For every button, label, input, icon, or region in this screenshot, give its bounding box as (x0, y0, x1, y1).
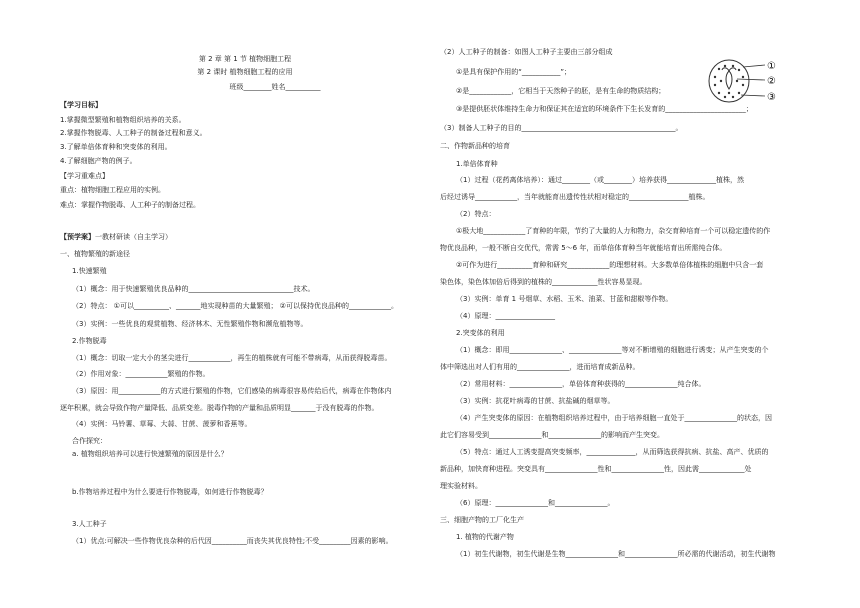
goal-item: 2.掌握作物脱毒、人工种子的制备过程和意义。 (60, 129, 207, 137)
paragraph: （2）人工种子的制备：如图人工种子主要由三部分组成 (440, 48, 613, 56)
paragraph: （4）原理：_________________ (456, 312, 555, 320)
paragraph: （3）实例：一些优良的观赏植物、经济林木、无性繁殖作物和濒危植物等。 (72, 320, 308, 328)
paragraph: （5）特点：通过人工诱变提高突变频率，______________，从而筛选获得抗病、抗盐、高产、优质的 (456, 448, 769, 456)
paragraph: 体中筛选出对人们有用的_______________，进而培育成新品种。 (440, 363, 640, 371)
subsection-heading: 3.人工种子 (72, 520, 107, 528)
paragraph: 理实验材料。 (440, 482, 482, 490)
paragraph: （1）概念：用于快速繁殖优良品种的______________________________技术。 (72, 285, 315, 293)
paragraph: （1）概念：即用_______________、_______________等对不断增殖的细胞进行诱变；从产生突变的个 (456, 346, 769, 354)
lesson-title: 第 2 课时 植物细胞工程的应用 (197, 68, 293, 76)
subsection-heading: 1.快速繁殖 (72, 267, 107, 275)
subsection-heading: 2.作物脱毒 (72, 337, 107, 345)
preview-header (60, 233, 172, 242)
label-1: ① (767, 61, 776, 72)
goal-item: 3.了解单倍体育种和突变体的利用。 (60, 143, 172, 151)
paragraph: 新品种，加快育种进程。突变具有_______________性和_______________性，因此需_____________处 (440, 465, 752, 473)
paragraph: （2）特点： ①可以__________、_______地实现种苗的大量繁殖； ②可以保持优良品种的____________。 (72, 302, 398, 310)
paragraph: （4）实例：马铃薯、草莓、大蒜、甘蔗、菠萝和香蕉等。 (72, 420, 252, 428)
paragraph: 此它们容易受到_______________和_______________的影响而产生突变。 (440, 431, 664, 439)
preview-subtitle: 一教材研读（自主学习） (95, 233, 172, 241)
name-line: 班级________姓名__________ (229, 83, 321, 91)
paragraph: （3）原因：用____________的方式进行繁殖的作物，它们感染的病毒很容易传给后代，病毒在作物体内 (72, 387, 392, 395)
goal-item: 4.了解细胞产物的例子。 (60, 157, 137, 165)
subsection-heading: 2.突变体的利用 (456, 329, 505, 337)
question: b.作物培养过程中为什么要进行作物脱毒，如何进行作物脱毒？ (72, 488, 268, 496)
preview-title: 【预学案】 (60, 233, 95, 241)
paragraph: 物优良品种，一般不断自交优代，常需 5～6 年，而单倍体育种当年就能培育出所需纯合体。 (440, 244, 727, 252)
key-point: 重点：植物细胞工程应用的实例。 (60, 186, 165, 194)
paragraph: （3）实例：抗花叶病毒的甘蔗、抗盐碱的烟草等。 (456, 397, 615, 405)
chapter-title: 第 2 章 第 1 节 植物细胞工程 (198, 55, 292, 63)
paragraph: （3）实例：单育 1 号烟草、水稻、玉米、油菜、甘蓝和甜椒等作物。 (456, 295, 673, 303)
paragraph: （1）概念：切取一定大小的茎尖进行____________，再生的植株就有可能不带病毒，从而获得脱毒苗。 (72, 354, 392, 362)
pointer-line-1 (743, 65, 765, 67)
goal-item: 1.掌握微型繁殖和植物组织培养的关系。 (60, 116, 186, 124)
paragraph: （1）初生代谢物，初生代谢是生物_______________和_______________所必需的代谢活动，初生代谢物 (456, 550, 776, 558)
paragraph: （3）制备人工种子的目的____________________________________________。 (440, 124, 683, 132)
pointer-line-3 (741, 95, 765, 96)
paragraph: （4）产生突变体的原因：在植物组织培养过程中，由于培养细胞一直处于_______________的状态，因 (456, 414, 772, 422)
paragraph: （2）常用材料：_______________，单倍体育种获得的_______________纯合体。 (456, 380, 706, 388)
paragraph: （1）过程（花药离体培养）：通过________（或________）培养获得______________植株，然 (456, 176, 744, 184)
section-heading: 二、作物新品种的培育 (440, 142, 510, 150)
artificial-seed-figure (707, 57, 787, 105)
section-heading: 三、细胞产物的工厂化生产 (440, 516, 524, 524)
label-3: ③ (767, 92, 776, 103)
paragraph: ①是具有保护作用的“___________”； (456, 68, 572, 76)
label-2: ② (767, 76, 776, 87)
paragraph: ②可作为进行__________育种和研究____________的理想材料。大多数单倍体植株的细胞中只含一套 (456, 261, 764, 269)
paragraph: （6）原理：_______________和_______________。 (456, 499, 615, 507)
paragraph: 染色体，染色体加倍后得到的植株的_____________性状容易显现。 (440, 278, 647, 286)
paragraph: ①极大地____________了育种的年限，节约了大量的人力和物力，杂交育种培育一个可以稳定遗传的作 (456, 227, 771, 235)
paragraph: （2）特点： (456, 210, 496, 218)
seed-coat-outline (709, 60, 749, 102)
subsection-heading: 1.单倍体育种 (456, 160, 498, 168)
paragraph: ②是____________，它相当于天然种子的胚，是有生命的物质结构； (456, 87, 666, 95)
artificial-seed-diagram (707, 57, 787, 105)
key-point: 难点：掌握作物脱毒、人工种子的制备过程。 (60, 201, 200, 209)
subsection-heading: 1. 植物的代谢产物 (456, 533, 514, 541)
paragraph: （1）优点:可解决一些作物优良杂种的后代因__________而丧失其优良特性;不受_________因素的影响。 (72, 537, 393, 545)
key-title: 【学习重难点】 (60, 172, 109, 180)
paragraph: 逐年积累，就会导致作物产量降低、品质变差。脱毒作物的产量和品质明显_______于没有脱毒的作物。 (60, 404, 379, 412)
goals-title: 【学习目标】 (60, 101, 102, 109)
paragraph: ③是提供胚状体维持生命力和保证其在适宜的环境条件下生长发育的_______________________； (456, 105, 753, 113)
paragraph: （2）作用对象：____________繁殖的作物。 (72, 370, 210, 378)
paragraph: 合作探究： (72, 437, 107, 445)
paragraph: 后经过诱导____________，当年就能育出遗传性状相对稳定的_________________植株。 (440, 193, 710, 201)
section-heading: 一、植物繁殖的新途径 (60, 250, 130, 258)
question: a. 植物组织培养可以进行快速繁殖的原因是什么？ (72, 450, 228, 458)
